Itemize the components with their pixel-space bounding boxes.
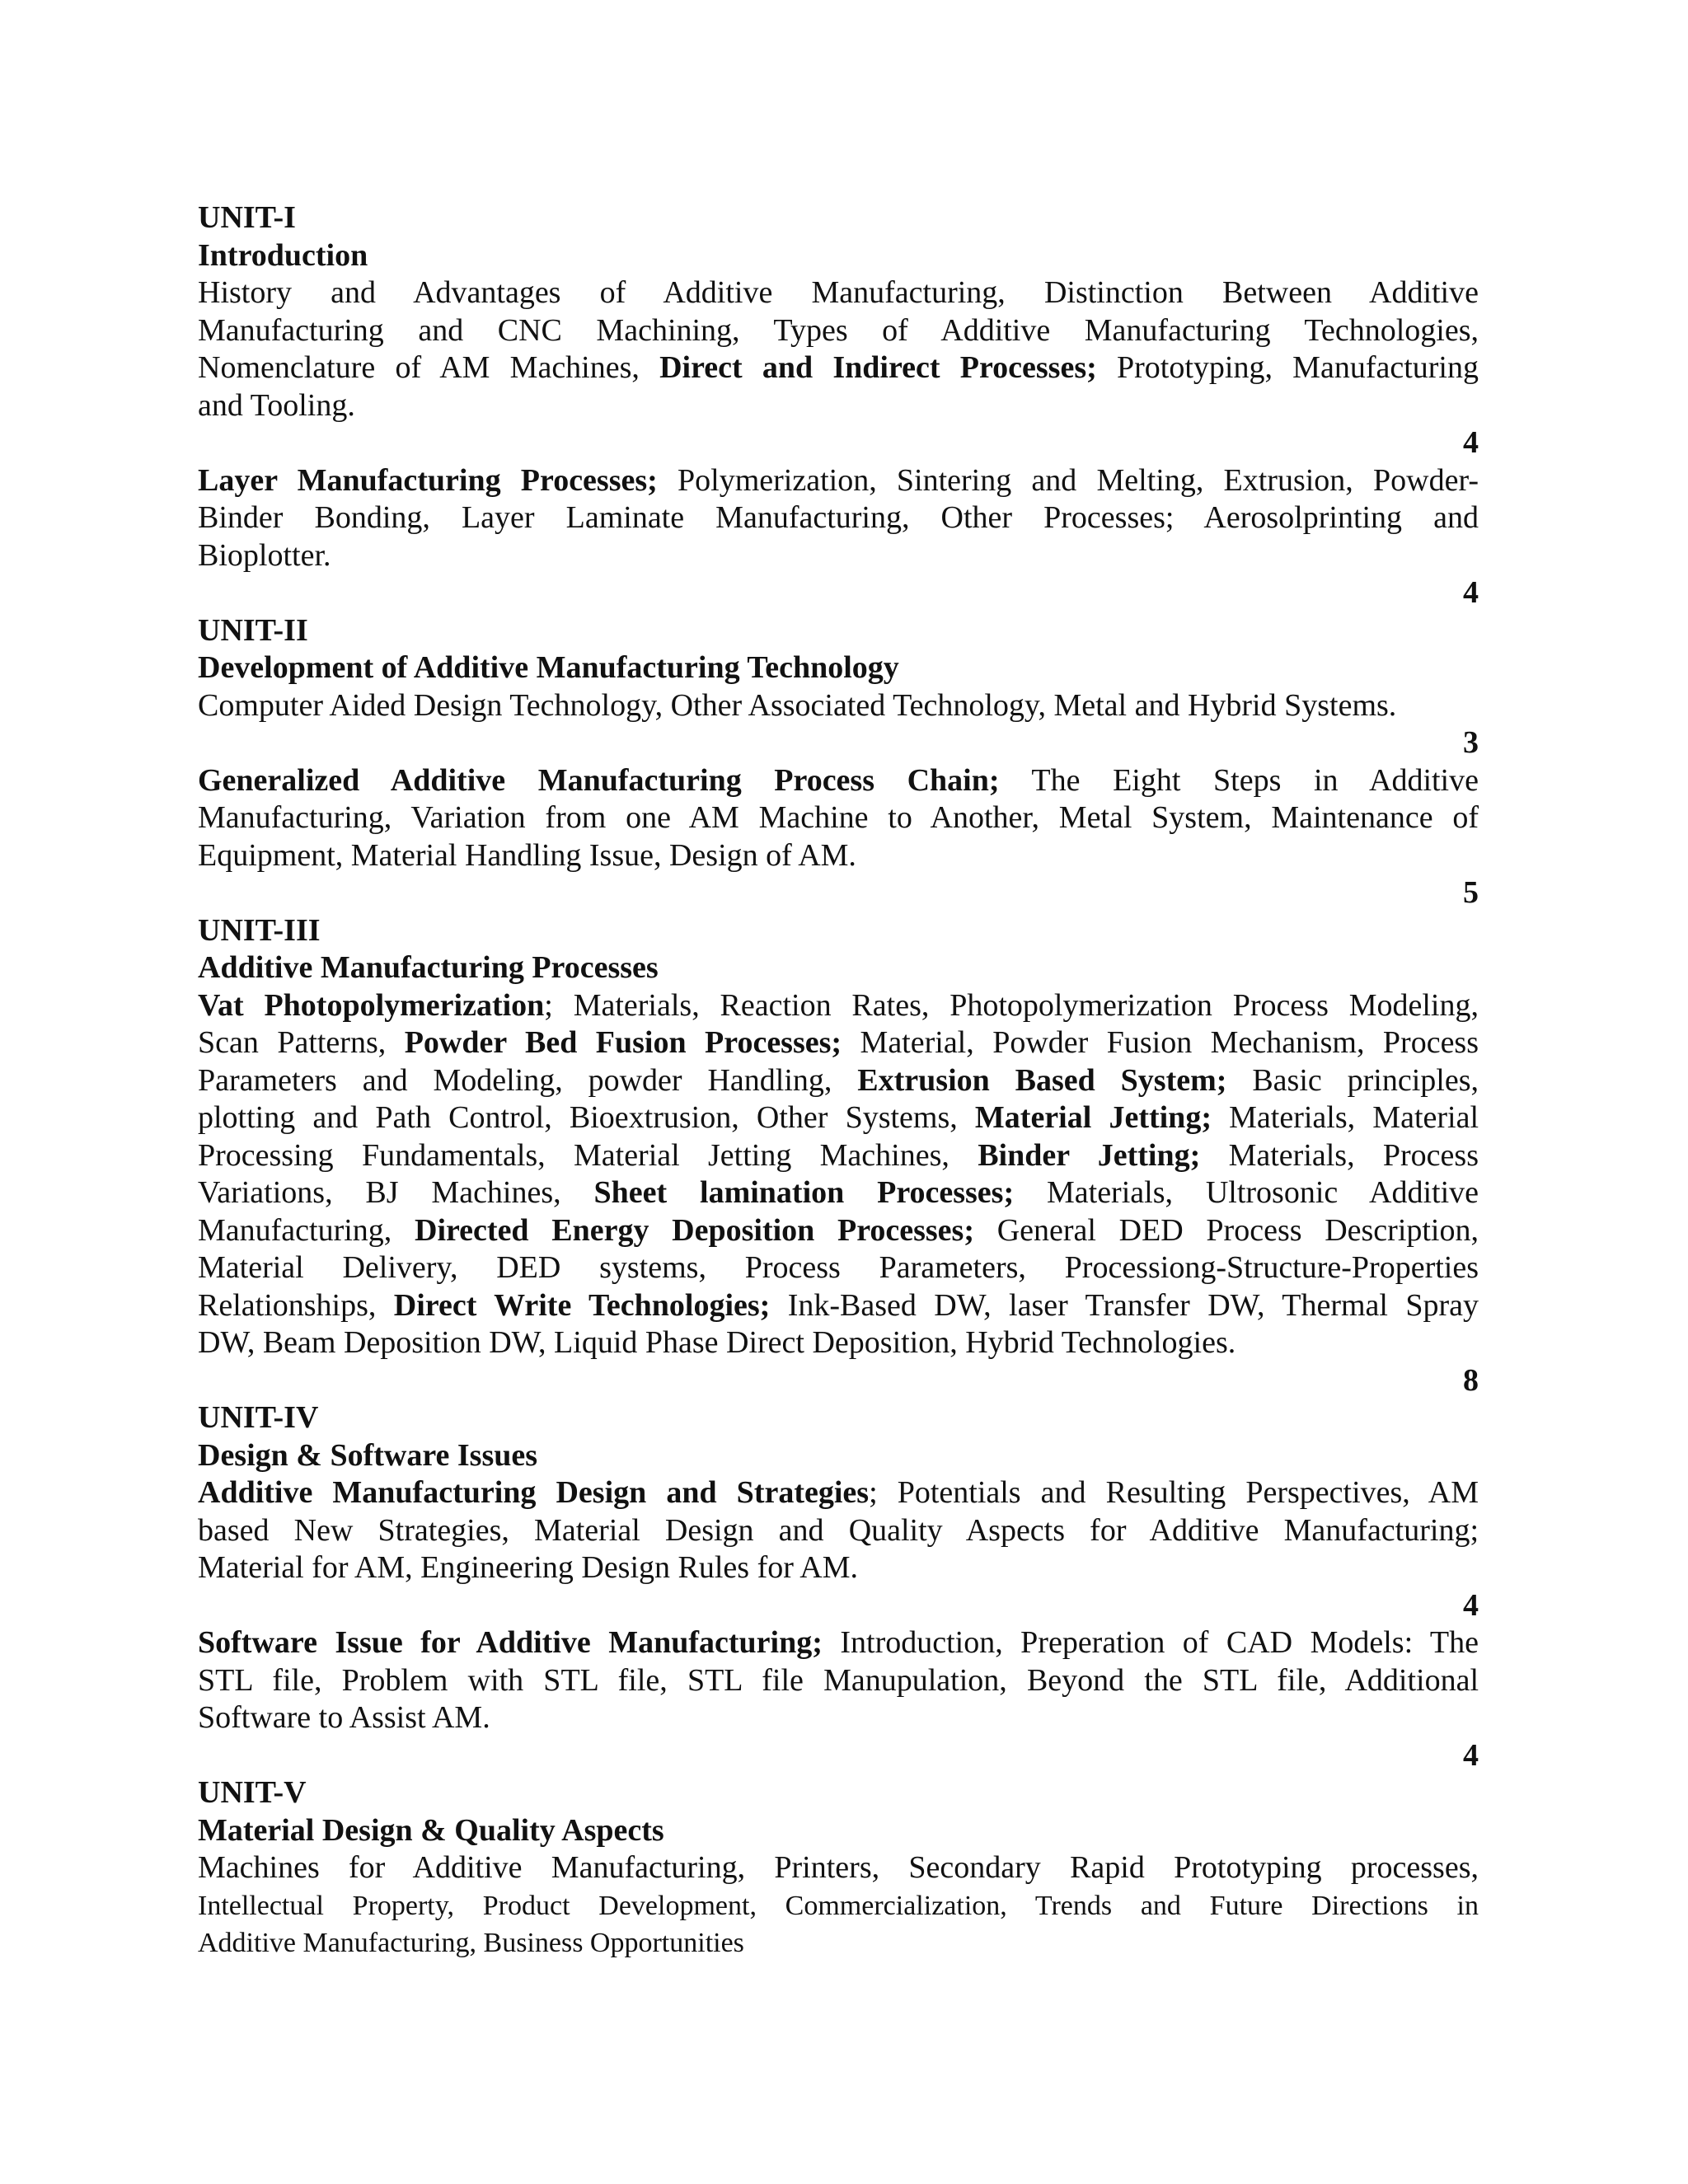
paragraph-line	[198, 1624, 1479, 1662]
lecture-hours: 8	[1463, 1362, 1479, 1398]
topic-heading: Powder Bed Fusion Processes;	[404, 1025, 842, 1060]
topic-text: Manufacturing, Variation from one AM Machine to Another, Metal System, Maintenance of	[198, 800, 1479, 835]
paragraph-line	[198, 462, 1479, 500]
unit-label: UNIT-IV	[198, 1400, 319, 1435]
topic-heading: Layer Manufacturing Processes;	[198, 462, 658, 498]
syllabus-page	[198, 199, 1479, 1962]
paragraph-line	[198, 1024, 1479, 1062]
topic-paragraph	[198, 462, 1479, 612]
paragraph-line	[198, 312, 1479, 350]
topic-paragraph	[198, 762, 1479, 912]
topic-heading: Sheet lamination Processes;	[593, 1175, 1015, 1210]
paragraph-line	[198, 1324, 1479, 1362]
paragraph-line	[198, 1137, 1479, 1175]
unit-title: Development of Additive Manufacturing Technology	[198, 650, 899, 685]
topic-text: Intellectual Property, Product Development, Commercialization, Trends and Future Directions in	[198, 1890, 1479, 1921]
paragraph-line	[198, 837, 1479, 875]
topic-text: Parameters and Modeling, powder Handling,	[198, 1062, 858, 1098]
topic-text: based New Strategies, Material Design and Quality Aspects for Additive Manufacturing;	[198, 1512, 1479, 1548]
topic-heading: Vat Photopolymerization	[198, 987, 545, 1023]
paragraph-line	[198, 1212, 1479, 1250]
topic-text: Materials, Process	[1200, 1137, 1479, 1173]
topic-heading: Directed Energy Deposition Processes;	[415, 1212, 974, 1248]
paragraph-line	[198, 1174, 1479, 1212]
lecture-hours: 5	[1463, 875, 1479, 910]
topic-text: Ink-Based DW, laser Transfer DW, Thermal Spray	[770, 1287, 1479, 1323]
topic-heading: Material Jetting;	[974, 1100, 1212, 1135]
unit-label: UNIT-I	[198, 200, 296, 235]
topic-text: STL file, Problem with STL file, STL file Manupulation, Beyond the STL file, Additional	[198, 1662, 1479, 1698]
topic-text: plotting and Path Control, Bioextrusion, Other Systems,	[198, 1100, 975, 1135]
topic-text: Manufacturing,	[198, 1212, 415, 1248]
paragraph-line	[198, 987, 1479, 1025]
unit-title: Material Design & Quality Aspects	[198, 1812, 664, 1848]
topic-text: Materials, Ultrosonic Additive	[1014, 1175, 1479, 1210]
topic-text: Machines for Additive Manufacturing, Printers, Secondary Rapid Prototyping processes,	[198, 1850, 1479, 1885]
unit-label: UNIT-II	[198, 612, 308, 648]
lecture-hours: 3	[1463, 725, 1479, 760]
topic-text: Manufacturing and CNC Machining, Types of Additive Manufacturing Technologies,	[198, 312, 1479, 348]
lecture-hours: 4	[1463, 575, 1479, 610]
topic-paragraph	[198, 687, 1479, 762]
topic-paragraph	[198, 987, 1479, 1400]
unit-title: Introduction	[198, 237, 368, 273]
topic-heading: Extrusion Based System;	[857, 1062, 1227, 1098]
topic-heading: Binder Jetting;	[978, 1137, 1201, 1173]
paragraph-line	[198, 1849, 1479, 1887]
paragraph-line	[198, 499, 1479, 537]
lecture-hours: 4	[1463, 425, 1479, 460]
topic-text: General DED Process Description,	[974, 1212, 1479, 1248]
unit-block	[198, 612, 1479, 912]
topic-text: The Eight Steps in Additive	[999, 762, 1479, 798]
topic-text: and Tooling.	[198, 387, 355, 423]
topic-text: Binder Bonding, Layer Laminate Manufacturing, Other Processes; Aerosolprinting and	[198, 500, 1479, 535]
paragraph-line	[198, 1512, 1479, 1550]
topic-text: Processing Fundamentals, Material Jetting Machines,	[198, 1137, 978, 1173]
topic-text: ; Potentials and Resulting Perspectives, AM	[869, 1475, 1479, 1510]
topic-text: Polymerization, Sintering and Melting, Extrusion, Powder-	[657, 462, 1479, 498]
paragraph-line	[198, 1887, 1479, 1925]
topic-text: Material for AM, Engineering Design Rules for AM.	[198, 1550, 859, 1585]
paragraph-line	[198, 1249, 1479, 1287]
paragraph-line	[198, 1549, 1479, 1587]
topic-paragraph	[198, 1849, 1479, 1962]
topic-text: Introduction, Preperation of CAD Models: The	[822, 1625, 1479, 1660]
topic-text: Variations, BJ Machines,	[198, 1175, 594, 1210]
topic-text: Computer Aided Design Technology, Other Associated Technology, Metal and Hybrid Systems.	[198, 687, 1397, 723]
topic-text: Additive Manufacturing, Business Opportunities	[198, 1928, 744, 1958]
topic-paragraph	[198, 274, 1479, 462]
paragraph-line	[198, 1924, 1479, 1962]
paragraph-line	[198, 1287, 1479, 1325]
topic-text: Equipment, Material Handling Issue, Design of AM.	[198, 837, 856, 873]
topic-text: Bioplotter.	[198, 537, 331, 573]
topic-heading: Additive Manufacturing Design and Strategies	[198, 1475, 870, 1510]
topic-text: Relationships,	[198, 1287, 394, 1323]
topic-heading: Software Issue for Additive Manufacturing;	[198, 1625, 823, 1660]
paragraph-line	[198, 349, 1479, 387]
paragraph-line	[198, 799, 1479, 837]
topic-text: Material Delivery, DED systems, Process Parameters, Processiong-Structure-Properties	[198, 1250, 1479, 1285]
topic-text: History and Advantages of Additive Manufacturing, Distinction Between Additive	[198, 275, 1479, 310]
unit-label: UNIT-V	[198, 1775, 307, 1810]
paragraph-line	[198, 687, 1479, 725]
topic-heading: Direct Write Technologies;	[393, 1287, 771, 1323]
topic-heading: Direct and Indirect Processes;	[659, 350, 1097, 385]
paragraph-line	[198, 274, 1479, 312]
topic-heading: Generalized Additive Manufacturing Process Chain;	[198, 762, 1000, 798]
topic-text: Software to Assist AM.	[198, 1700, 490, 1735]
unit-title: Additive Manufacturing Processes	[198, 950, 659, 985]
paragraph-line	[198, 762, 1479, 800]
lecture-hours: 4	[1463, 1737, 1479, 1773]
paragraph-line	[198, 1062, 1479, 1100]
topic-text: Material, Powder Fusion Mechanism, Process	[842, 1025, 1479, 1060]
paragraph-line	[198, 1662, 1479, 1700]
topic-text: Materials, Material	[1211, 1100, 1479, 1135]
lecture-hours: 4	[1463, 1587, 1479, 1623]
topic-text: Scan Patterns,	[198, 1025, 405, 1060]
topic-text: Prototyping, Manufacturing	[1096, 350, 1479, 385]
paragraph-line	[198, 1699, 1479, 1737]
unit-block	[198, 1399, 1479, 1774]
topic-text: Basic principles,	[1226, 1062, 1479, 1098]
paragraph-line	[198, 537, 1479, 575]
unit-title: Design & Software Issues	[198, 1437, 538, 1473]
paragraph-line	[198, 1474, 1479, 1512]
unit-label: UNIT-III	[198, 912, 321, 948]
unit-block	[198, 199, 1479, 612]
topic-text: ; Materials, Reaction Rates, Photopolymerization Process Modeling,	[544, 987, 1479, 1023]
topic-paragraph	[198, 1624, 1479, 1774]
unit-block	[198, 912, 1479, 1400]
unit-block	[198, 1774, 1479, 1962]
paragraph-line	[198, 387, 1479, 425]
topic-text: Nomenclature of AM Machines,	[198, 350, 660, 385]
paragraph-line	[198, 1099, 1479, 1137]
topic-paragraph	[198, 1474, 1479, 1624]
topic-text: DW, Beam Deposition DW, Liquid Phase Direct Deposition, Hybrid Technologies.	[198, 1325, 1236, 1360]
